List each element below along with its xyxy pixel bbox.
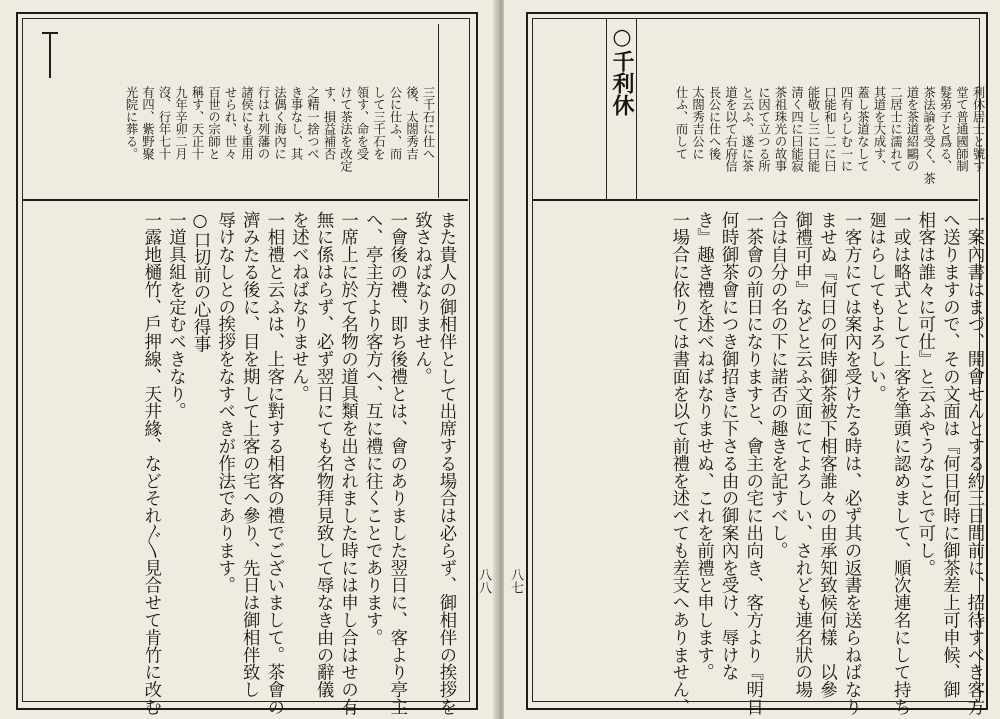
- text-column: 無に係はらず、必ず翌日にても名物拜見致して辱なき由の辭儀: [313, 211, 334, 699]
- annotation-column: 領す、命を受: [355, 86, 369, 160]
- bracket-mark-icon: [42, 30, 58, 80]
- text-column: 一席上に於て名物の道具類を出されました時には申し合はせの有: [337, 211, 358, 716]
- annotation-column: 沒、行年七十: [157, 86, 171, 160]
- annotation-column: 法偶く海內に: [272, 86, 287, 160]
- text-column: 一露地樋竹、戶押線、天井緣、などそれ〲見合せて肯竹に改む: [140, 211, 161, 716]
- text-column: へ、亭主方より客方へ、互に禮に往くことであります。: [362, 211, 383, 646]
- heading-rule-left: [606, 18, 607, 199]
- right-page-number: 八七: [508, 568, 523, 594]
- text-column: 一相禮と云ふは、上客に對する相客の禮でございまして。茶會の: [263, 211, 284, 716]
- annotation-column: す、損益補否: [322, 86, 336, 160]
- annotation-column: 道を以て右府信: [723, 86, 738, 173]
- text-column: 一道具組を定むべきなり。: [165, 211, 186, 420]
- text-column: 濟みたる後に、目を期して上客の宅へ參り、先日は御相伴致し: [239, 211, 260, 699]
- text-column: 相客は誰々に可仕』と云ふやうなことで可し。: [914, 211, 935, 577]
- annotation-column: 清く四に曰能寂: [789, 86, 804, 173]
- annotation-column: 有四、紫野聚: [140, 86, 155, 160]
- text-column: 一場合に依りては書面を以て前禮を述べても差支へありません、: [668, 211, 689, 716]
- text-column: 致さねばなりません。: [411, 211, 432, 385]
- annotation-column: 口能和し二に曰: [822, 86, 837, 173]
- text-column: き』趣き禮を述べねばなりませぬ、これを前禮と申します。: [693, 211, 714, 681]
- annotation-column: 長公に仕へ後: [707, 86, 721, 160]
- text-column: 一客方にては案內を受けたる時は、必ず其の返書を送らねばなり: [841, 211, 862, 716]
- text-column: 一案內書はまづ、開會せんとする約三日間前に、招待すべき客方: [964, 211, 984, 716]
- annotation-column: 後、太閤秀吉: [404, 86, 419, 160]
- text-column: へ送りますので、その文面は『何日何時に御茶差上可申候、御: [939, 211, 960, 699]
- text-column: 廻はらしてもよろしい。: [865, 211, 886, 403]
- annotation-column: 其道を大成す、: [872, 86, 886, 173]
- annotation-column: 仕ふ、而して: [674, 86, 688, 160]
- annotation-column: 茶祖珠光の故事: [773, 86, 787, 173]
- right-page: [504, 0, 1000, 719]
- text-column: 一茶會の前日になりますと、會主の宅に出向き、客方より『明日: [742, 211, 763, 716]
- right-page-divider: [533, 199, 978, 201]
- annotation-column: 之精一捨つべ: [305, 86, 320, 160]
- text-column: を述べねばなりません。: [288, 211, 309, 403]
- annotation-column: 公に仕ふ、而: [388, 86, 402, 160]
- annotation-column: 行はれ列藩の: [256, 86, 270, 160]
- left-annotation-note: [123, 86, 437, 192]
- right-annotation-note: [673, 86, 987, 192]
- text-column: ○口切前の心得事: [190, 211, 211, 353]
- annotation-column: せられ、世々: [223, 86, 237, 160]
- left-page: [0, 0, 498, 719]
- annotation-column: に因て立つる所: [756, 86, 771, 173]
- annotation-column: と云ふ、遂に茶: [740, 86, 754, 173]
- annotation-column: 二居士に濡れて: [888, 86, 903, 173]
- text-column: 御禮可申』などと云ふ文面にてよろしい、されども連名狀の場: [791, 211, 812, 699]
- text-column: 一或は略式として上客を筆頭に認めまして、順次連名にして持ち: [890, 211, 911, 716]
- annotation-column: して三千石を: [371, 86, 386, 160]
- text-column: 合は自分の名の下に諾否の趣きを記すべし。: [767, 211, 788, 559]
- text-column: 一會後の禮、即ち後禮とは、會のありました翌日に、客より亭主: [386, 211, 407, 716]
- annotation-column: 能敬し三に曰能: [806, 86, 820, 173]
- text-column: 何時御茶會につき御招きに下さる由の御案內を受け、辱けな: [718, 211, 739, 681]
- left-annotation-edge: [438, 24, 439, 198]
- annotation-column: 稱す、天正十: [190, 86, 204, 160]
- annotation-column: 光院に葬る。: [124, 86, 138, 160]
- annotation-column: 利休居士と號す: [971, 86, 985, 173]
- annotation-column: 三千石に仕へ: [421, 86, 435, 160]
- annotation-column: 道を茶道紹鷗の: [905, 86, 919, 173]
- heading-rule-right: [636, 18, 637, 199]
- annotation-column: 茶法論を受く、茶: [921, 86, 936, 185]
- right-main-text: [666, 211, 986, 716]
- annotation-column: 髮弟子と爲る、: [938, 86, 952, 173]
- annotation-column: 九年辛卯二月: [173, 86, 188, 160]
- annotation-column: 四有らしむ一に: [839, 86, 853, 173]
- annotation-heading: ○千利休: [609, 24, 635, 116]
- text-column: ませぬ『何日の何時御茶被下相客誰々の由承知致候何樣 以參: [816, 211, 837, 699]
- left-page-divider: [23, 199, 468, 201]
- annotation-column: 堂て普通國師制: [954, 86, 969, 173]
- annotation-column: 蓋し茶道なして: [855, 86, 870, 173]
- left-page-number: 八八: [476, 568, 491, 594]
- left-main-text: [138, 211, 458, 716]
- annotation-column: 諸侯にも重用: [239, 86, 254, 160]
- annotation-column: 百世の宗師と: [206, 86, 221, 160]
- text-column: 辱けなしとの挨拶をなすべきが作法であります。: [214, 211, 235, 594]
- text-column: また貴人の御相伴として出席する場合は必らず、御相伴の挨拶を: [436, 211, 456, 716]
- annotation-column: き事なし、其: [289, 86, 303, 160]
- annotation-column: けて茶法を改定: [338, 86, 353, 173]
- annotation-column: 太閤秀吉公に: [690, 86, 705, 160]
